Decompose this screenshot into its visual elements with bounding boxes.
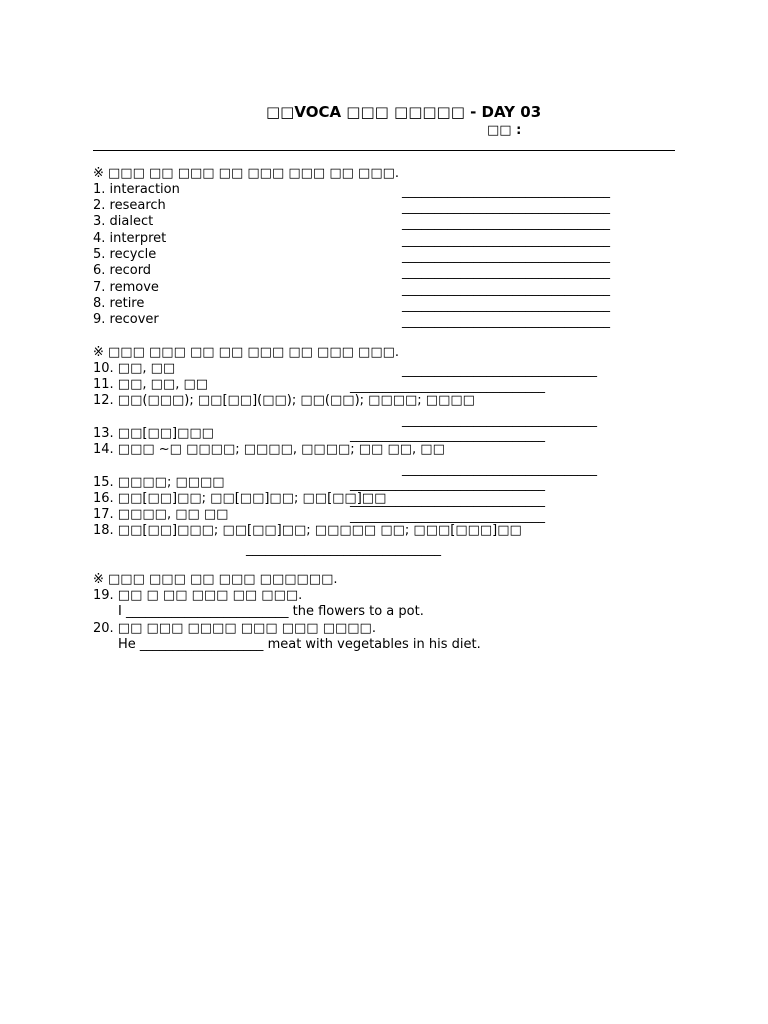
answer-blank-9[interactable]: ________________________________	[402, 314, 610, 329]
answer-blank-14[interactable]: ______________________________	[402, 462, 597, 477]
answer-blank-19[interactable]: _________________________	[125, 604, 289, 619]
sentence-19-start: I	[118, 604, 122, 619]
header-divider	[93, 150, 675, 151]
answer-blank-10[interactable]: ______________________________	[402, 363, 597, 378]
question-10: 10. □□, □□	[93, 361, 176, 376]
sentence-19-end: the flowers to a pot.	[292, 604, 424, 619]
name-label: □□ :	[487, 123, 522, 138]
question-19: 19. □□ □ □□ □□□ □□ □□□.	[93, 588, 303, 603]
question-16: 16. □□[□□]□□; □□[□□]□□; □□[□□]□□	[93, 491, 387, 506]
sentence-20-start: He	[118, 637, 136, 652]
answer-blank-13[interactable]: ______________________________	[350, 428, 545, 443]
question-12: 12. □□(□□□); □□[□□](□□); □□(□□); □□□□; □□□□	[93, 393, 475, 408]
answer-blank-3[interactable]: ________________________________	[402, 216, 610, 231]
question-11: 11. □□, □□, □□	[93, 377, 209, 392]
question-7: 7. remove	[93, 280, 159, 295]
question-2: 2. research	[93, 198, 166, 213]
question-3: 3. dialect	[93, 214, 154, 229]
answer-blank-17[interactable]: ______________________________	[350, 509, 545, 524]
answer-blank-12[interactable]: ______________________________	[402, 413, 597, 428]
question-15: 15. □□□□; □□□□	[93, 475, 225, 490]
answer-blank-16[interactable]: ______________________________	[350, 493, 545, 508]
answer-blank-15[interactable]: ______________________________	[350, 477, 545, 492]
question-13: 13. □□[□□]□□□	[93, 426, 214, 441]
answer-blank-4[interactable]: ________________________________	[402, 233, 610, 248]
question-18: 18. □□[□□]□□□; □□[□□]□□; □□□□□ □□; □□□[□□□]□□	[93, 523, 522, 538]
question-20: 20. □□ □□□ □□□□ □□□ □□□ □□□□.	[93, 621, 376, 636]
answer-blank-18[interactable]: ______________________________	[246, 542, 441, 557]
question-9: 9. recover	[93, 312, 159, 327]
question-4: 4. interpret	[93, 231, 167, 246]
question-6: 6. record	[93, 263, 152, 278]
answer-blank-2[interactable]: ________________________________	[402, 200, 610, 215]
answer-blank-5[interactable]: ________________________________	[402, 249, 610, 264]
sentence-20	[118, 637, 481, 653]
answer-blank-8[interactable]: ________________________________	[402, 298, 610, 313]
section1-instruction: ※ □□□ □□ □□□ □□ □□□ □□□ □□ □□□.	[93, 166, 400, 181]
section3-instruction: ※ □□□ □□□ □□ □□□ □□□□□□.	[93, 572, 338, 587]
answer-blank-1[interactable]: ________________________________	[402, 184, 610, 199]
answer-blank-11[interactable]: ______________________________	[350, 379, 545, 394]
question-5: 5. recycle	[93, 247, 157, 262]
sentence-19	[118, 604, 424, 620]
question-14: 14. □□□ ~□ □□□□; □□□□, □□□□; □□ □□, □□	[93, 442, 445, 457]
answer-blank-6[interactable]: ________________________________	[402, 265, 610, 280]
section2-instruction: ※ □□□ □□□ □□ □□ □□□ □□ □□□ □□□.	[93, 345, 400, 360]
question-8: 8. retire	[93, 296, 145, 311]
sentence-20-end: meat with vegetables in his diet.	[267, 637, 481, 652]
question-1: 1. interaction	[93, 182, 180, 197]
question-17: 17. □□□□, □□ □□	[93, 507, 229, 522]
answer-blank-7[interactable]: ________________________________	[402, 282, 610, 297]
page-title: □□VOCA □□□ □□□□□ - DAY 03	[266, 103, 542, 121]
answer-blank-20[interactable]: ___________________	[139, 637, 264, 652]
